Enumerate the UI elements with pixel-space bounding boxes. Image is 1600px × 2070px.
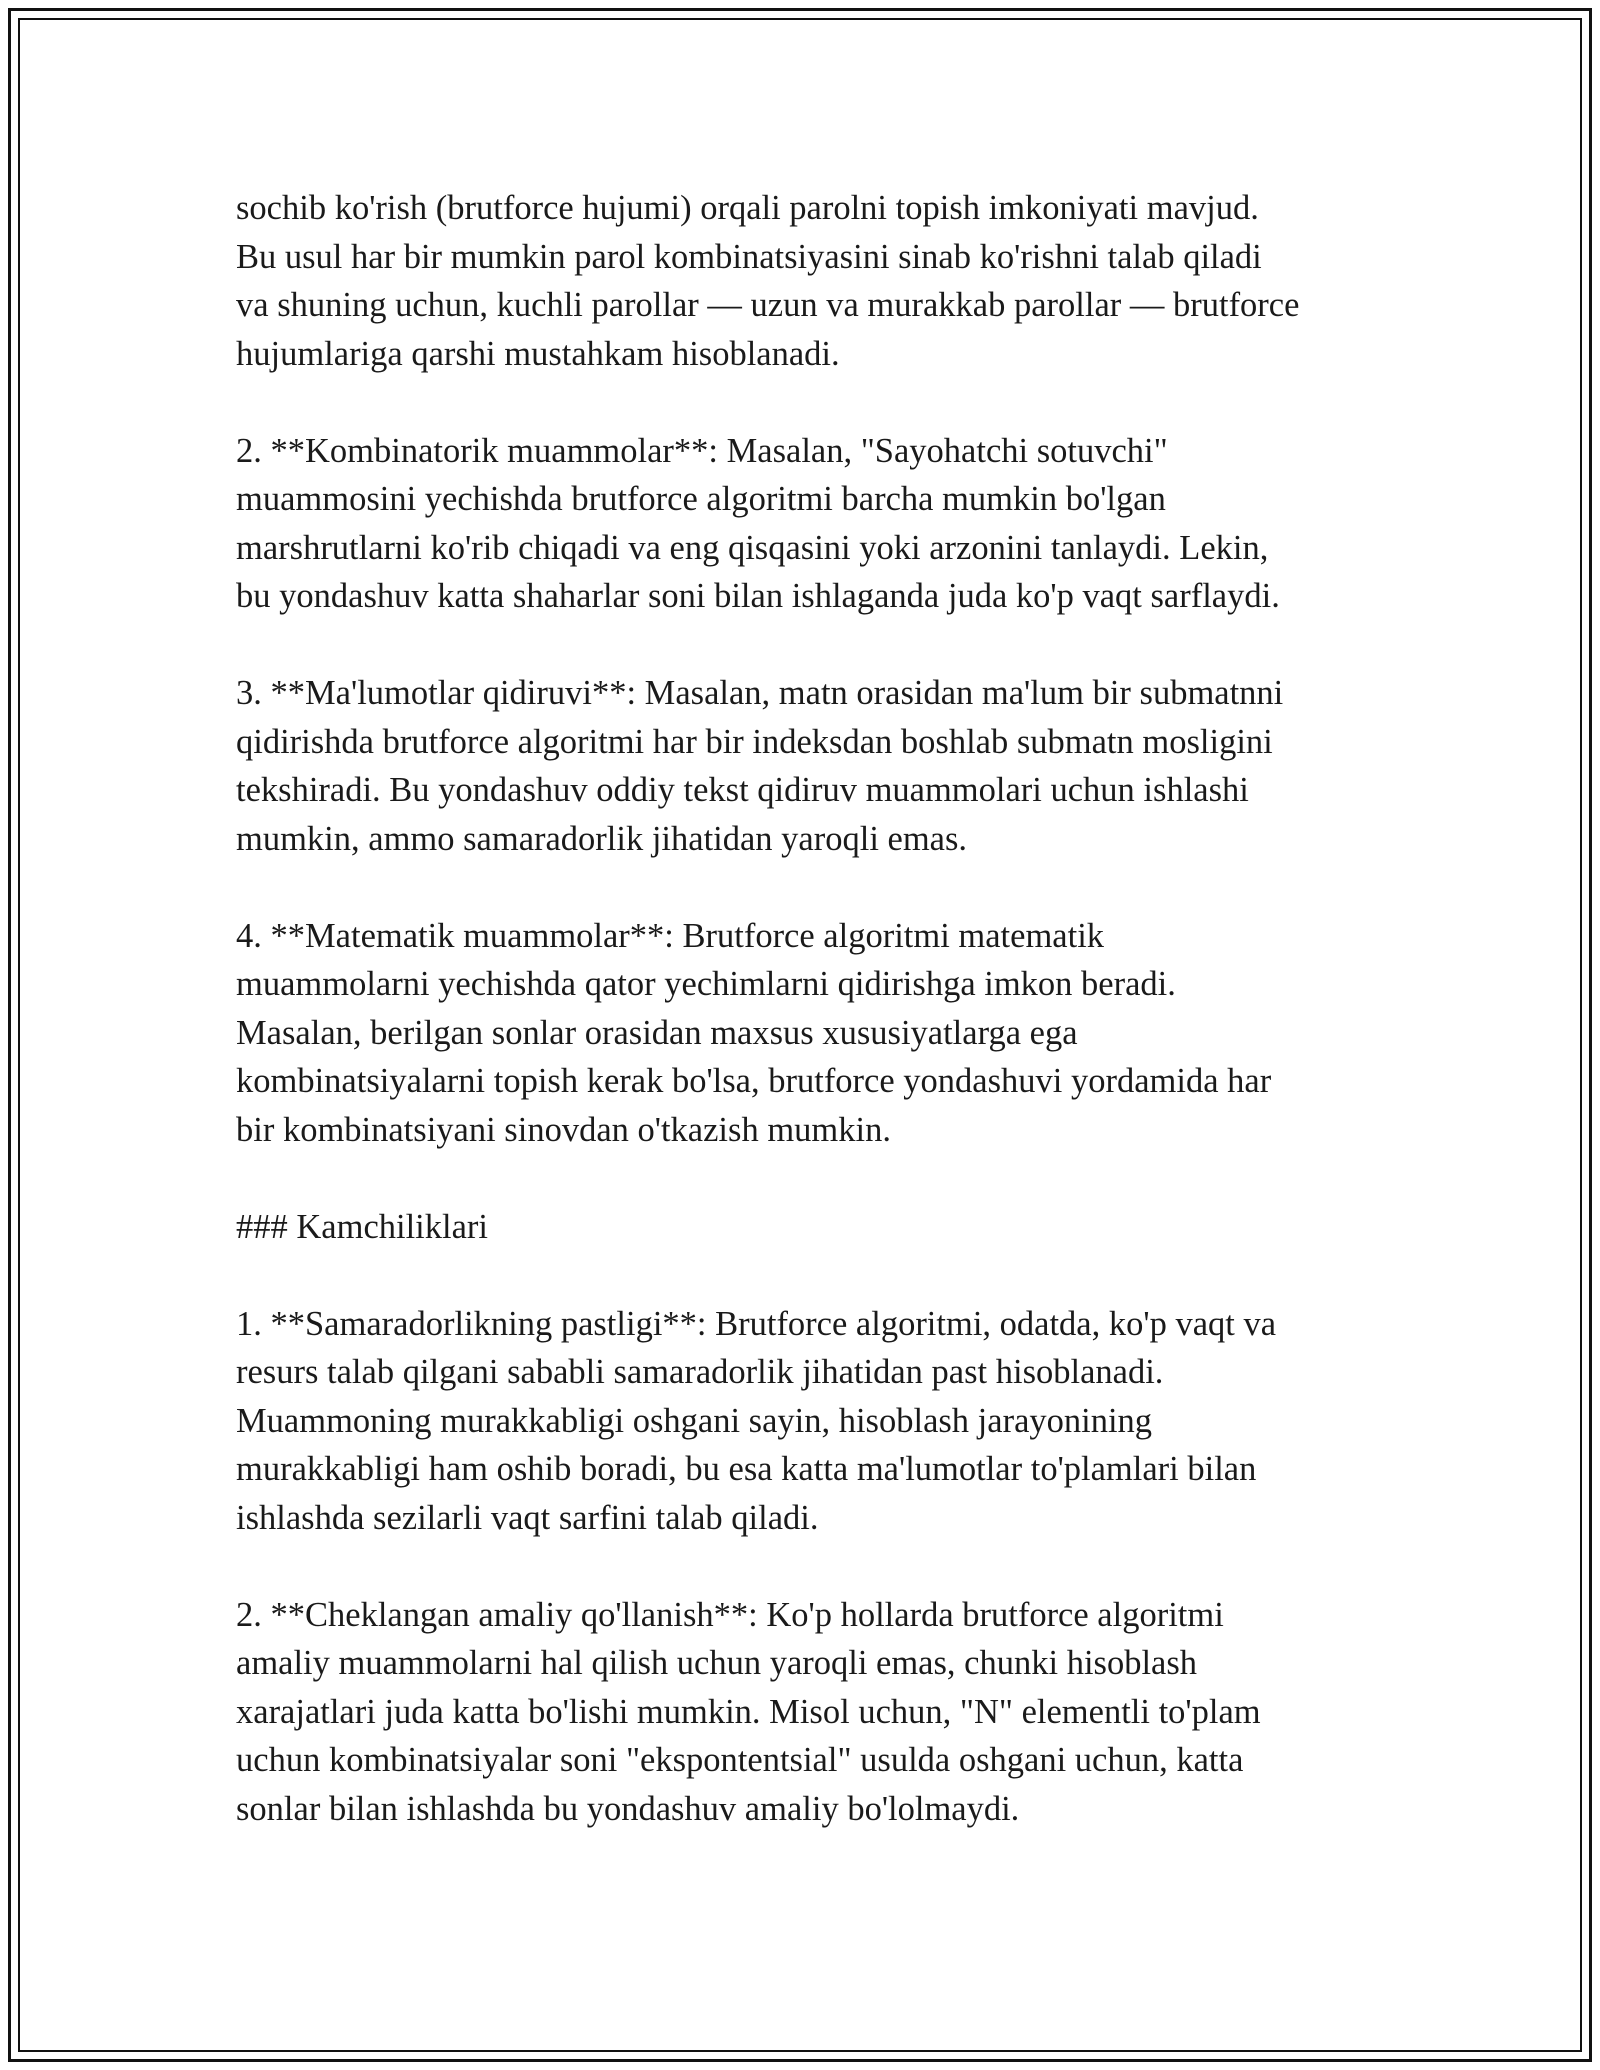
paragraph-brute-force-passwords: sochib ko'rish (brutforce hujumi) orqali parolni topish imkoniyati mavjud. Bu usul har bir mumkin parol kombinatsiyasini sinab ko'rishni talab qiladi va shuning uchun, kuchli parollar — uzun va murakkab parollar — brutforce hujumlariga qarshi mustahkam hisoblanadi. [236, 189, 1300, 373]
paragraph-combinatorial-problems: 2. **Kombinatorik muammolar**: Masalan, "Sayohatchi sotuvchi" muammosini yechishda brutforce algoritmi barcha mumkin bo'lgan marshrutlarni ko'rib chiqadi va eng qisqasini yoki arzonini tanlaydi. Lekin, bu yondashuv katta shaharlar soni bilan ishlaganda juda ko'p vaqt sarflaydi. [236, 431, 1280, 615]
paragraph-data-search: 3. **Ma'lumotlar qidiruvi**: Masalan, matn orasidan ma'lum bir submatnni qidirishda brutforce algoritmi har bir indeksdan boshlab submatn mosligini tekshiradi. Bu yondashuv oddiy tekst qidiruv muammolari uchun ishlashi mumkin, ammo samaradorlik jihatidan yaroqli emas. [236, 674, 1284, 858]
section-heading-drawbacks: ### Kamchiliklari [236, 1207, 488, 1246]
paragraph-math-problems: 4. **Matematik muammolar**: Brutforce algoritmi matematik muammolarni yechishda qator yechimlarni qidirishga imkon beradi. Masalan, berilgan sonlar orasidan maxsus xususiyatlarga ega kombinatsiyalarni topish kerak bo'lsa, brutforce yondashuvi yordamida har bir kombinatsiyani sinovdan o'tkazish mumkin. [236, 916, 1272, 1149]
paragraph-low-efficiency: 1. **Samaradorlikning pastligi**: Brutforce algoritmi, odatda, ko'p vaqt va resurs talab qilgani sababli samaradorlik jihatidan past hisoblanadi. Muammoning murakkabligi oshgani sayin, hisoblash jarayonining murakkabligi ham oshib boradi, bu esa katta ma'lumotlar to'plamlari bilan ishlashda sezilarli vaqt sarfini talab qiladi. [236, 1304, 1277, 1537]
document-body [236, 184, 1376, 1833]
paragraph-limited-practical-use: 2. **Cheklangan amaliy qo'llanish**: Ko'p hollarda brutforce algoritmi amaliy muammolarni hal qilish uchun yaroqli emas, chunki hisoblash xarajatlari juda katta bo'lishi mumkin. Misol uchun, "N" elementli to'plam uchun kombinatsiyalar soni "ekspontentsial" usulda oshgani uchun, katta sonlar bilan ishlashda bu yondashuv amaliy bo'lolmaydi. [236, 1595, 1261, 1828]
